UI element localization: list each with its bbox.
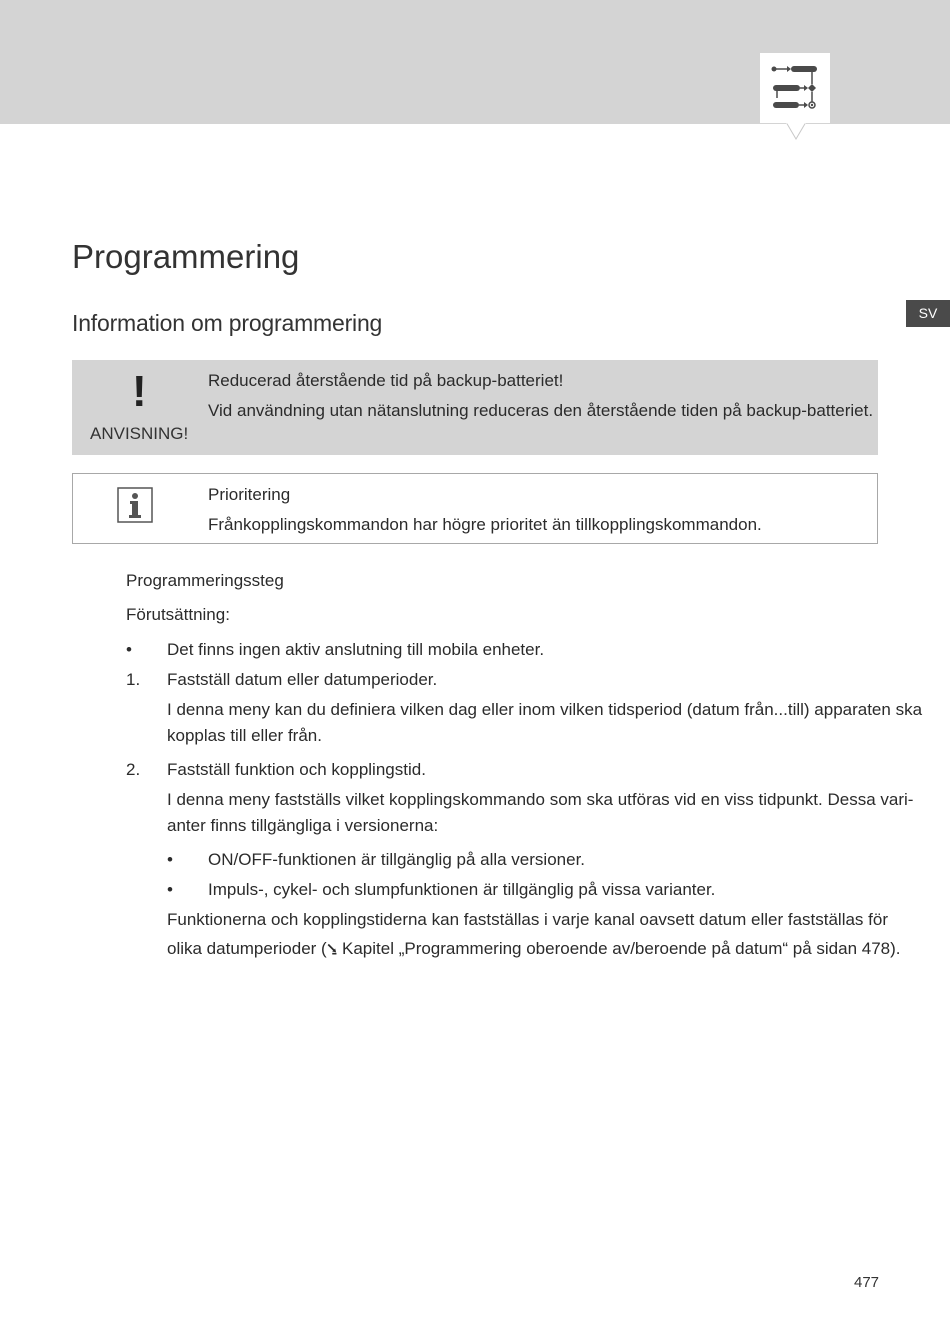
- step-description: anter finns tillgängliga i versionerna:: [167, 816, 439, 835]
- info-icon: [117, 487, 153, 523]
- section-title: Information om programmering: [72, 310, 383, 336]
- notice-label: ANVISNING!: [90, 424, 189, 443]
- closing-paragraph: Funktionerna och kopplingstiderna kan fastställas i varje kanal oavsett datum eller fastställas för: [167, 910, 888, 929]
- chapter-tab: [760, 53, 830, 123]
- step-number: 1.: [126, 670, 141, 689]
- info-box: [72, 473, 878, 544]
- page-number: 477: [854, 1274, 880, 1291]
- notice-heading: Reducerad återstående tid på backup-batteriet!: [208, 371, 564, 390]
- step-title: Fastställ datum eller datumperioder.: [167, 670, 438, 689]
- step-description: kopplas till eller från.: [167, 726, 322, 745]
- bullet-marker: •: [167, 880, 173, 899]
- chapter-reference[interactable]: olika datumperioder (⭸ Kapitel „Programmering oberoende av/beroende på datum“ på sidan 478).: [167, 939, 901, 958]
- notice-box: [72, 360, 878, 455]
- bullet-marker: •: [126, 640, 132, 659]
- bullet-marker: •: [167, 850, 173, 869]
- step-number: 2.: [126, 760, 141, 779]
- notice-text: Vid användning utan nätanslutning reduceras den återstående tiden på backup-batteriet.: [208, 401, 874, 420]
- step-title: Fastställ funktion och kopplingstid.: [167, 760, 426, 779]
- language-tab: SV: [906, 300, 950, 327]
- info-text: Frånkopplingskommandon har högre prioritet än tillkopplingskommandon.: [208, 515, 762, 534]
- exclamation-icon: !: [132, 367, 147, 416]
- prerequisite-label: Förutsättning:: [126, 605, 230, 624]
- steps-heading: Programmeringssteg: [126, 571, 284, 590]
- step-description: I denna meny fastställs vilket kopplingskommando som ska utföras vid en viss tidpunkt. Dessa vari-: [167, 790, 914, 809]
- variant-item: Impuls-, cykel- och slumpfunktionen är tillgänglig på vissa varianter.: [208, 880, 716, 899]
- programming-flow-icon: [760, 53, 830, 123]
- prerequisite-item: Det finns ingen aktiv anslutning till mobila enheter.: [167, 640, 545, 659]
- tab-pointer: [786, 122, 806, 140]
- info-heading: Prioritering: [208, 485, 291, 504]
- page-title: Programmering: [72, 238, 300, 275]
- step-description: I denna meny kan du definiera vilken dag eller inom vilken tidsperiod (datum från...till) apparaten ska: [167, 700, 923, 719]
- variant-item: ON/OFF-funktionen är tillgänglig på alla versioner.: [208, 850, 586, 869]
